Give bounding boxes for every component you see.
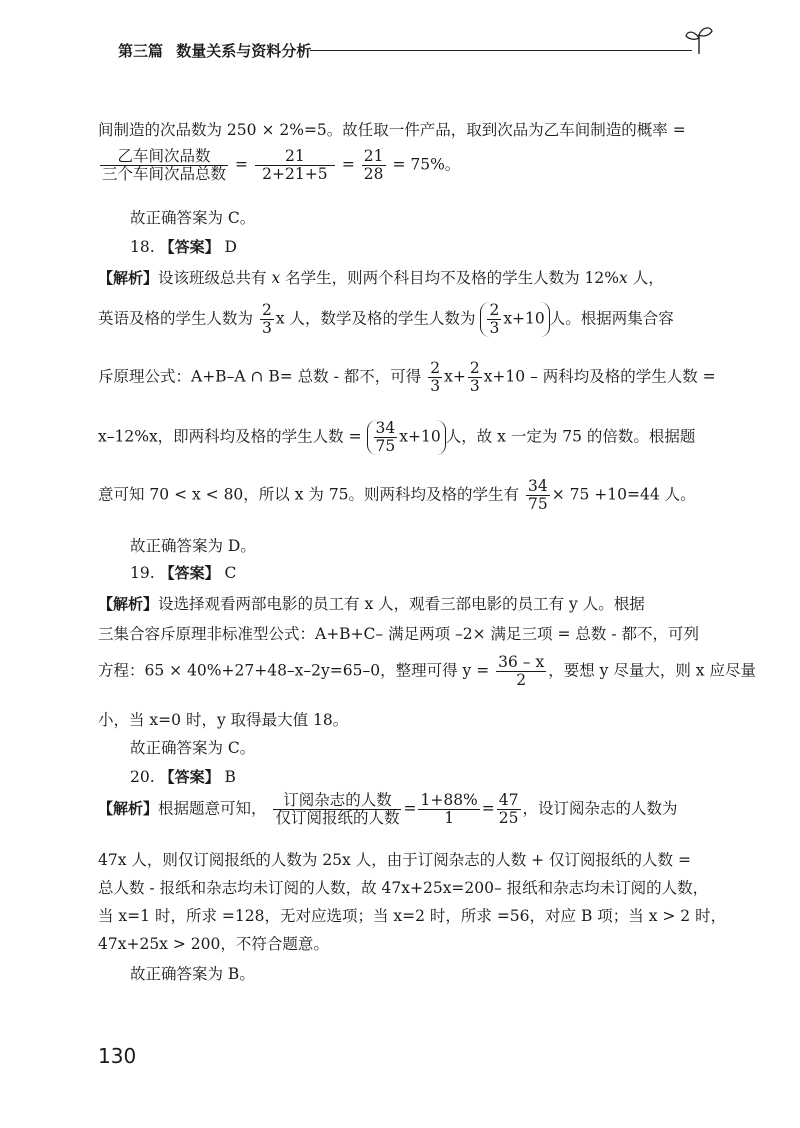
text: 方程：65 × 40%+27+48–x–2y=65–0，整理可得 y =: [98, 661, 490, 680]
frac-num: 2: [261, 301, 272, 319]
q18-line-c: [98, 360, 716, 395]
q19-line-c: [98, 654, 756, 689]
frac-num: 2: [430, 359, 441, 377]
header-rule: [310, 50, 692, 51]
q19-answer: C: [224, 564, 237, 582]
q20-line-c: 总人数 - 报纸和杂志均未订阅的人数，故 47x+25x=200– 报纸和杂志均未订阅的人数，: [98, 879, 709, 897]
q19-line-d: 小，当 x=0 时，y 取得最大值 18。: [98, 711, 349, 729]
q18-line-e: [98, 478, 696, 513]
frac-num: 订阅杂志的人数: [283, 791, 392, 809]
text: x+: [444, 367, 466, 386]
eq: =: [481, 799, 495, 818]
frac-num: 2: [489, 301, 500, 319]
text: 英语及格的学生人数为: [98, 309, 254, 328]
text: 设选择观看两部电影的员工有 x 人，观看三部电影的员工有 y 人。根据: [158, 595, 645, 613]
analysis-tag: 【解析】: [98, 799, 159, 818]
q18-line-b: [98, 302, 674, 337]
frac-den: 3: [469, 377, 480, 396]
frac-den: 3: [261, 319, 272, 338]
frac-num: 34: [527, 477, 548, 495]
frac-num: 36 – x: [498, 653, 545, 671]
answer-tag: 【答案】: [159, 768, 220, 786]
frac-num: 乙车间次品数: [117, 147, 211, 165]
text: 人，: [627, 269, 664, 287]
eq: =: [341, 155, 355, 174]
text: 人，故 x 一定为 75 的倍数。根据题: [445, 427, 696, 446]
page-number: 130: [98, 1044, 137, 1068]
frac-num: 2: [469, 359, 480, 377]
text: ，设订阅杂志的人数为: [522, 799, 678, 818]
q20-line-b: 47x 人，则仅订阅报纸的人数为 25x 人，由于订阅杂志的人数 + 仅订阅报纸的人数 =: [98, 851, 691, 869]
frac-num: 47: [498, 791, 519, 809]
frac-den: 28: [363, 165, 384, 184]
conclusion-line: 故正确答案为 C。: [130, 739, 256, 757]
q20-line-a: [98, 792, 678, 827]
formula-tail: = 75%。: [392, 155, 461, 174]
text: 根据题意可知，: [158, 799, 267, 818]
q18-line-a: [98, 266, 664, 288]
frac-den: 三个车间次品总数: [102, 165, 227, 184]
frac-num: 21: [363, 147, 384, 165]
leaf-sprout-icon: [684, 24, 714, 56]
frac-den: 25: [498, 809, 519, 828]
frac-den: 3: [489, 319, 500, 338]
q18-line-d: [98, 420, 695, 455]
frac-den: 3: [430, 377, 441, 396]
frac-den: 1: [418, 809, 479, 827]
q19-number: 19.: [130, 564, 155, 582]
eq: =: [234, 155, 248, 174]
text: 设该班级总共有: [158, 269, 272, 287]
frac-num: 21: [285, 147, 305, 165]
q20-number: 20.: [130, 768, 155, 786]
header-section: 数量关系与资料分析: [176, 42, 312, 60]
conclusion-line: 故正确答案为 C。: [130, 209, 256, 227]
text: x+10 – 两科均及格的学生人数 =: [483, 367, 716, 386]
q20-answer-line: [130, 766, 236, 787]
frac-den: 2: [496, 671, 546, 689]
text: 人。根据两集合容: [549, 309, 674, 328]
text: x–12%x，即两科均及格的学生人数 =: [98, 427, 362, 446]
q18-number: 18.: [130, 238, 155, 256]
q19-line-a: [98, 592, 645, 614]
analysis-tag: 【解析】: [98, 595, 159, 613]
header-part: 第三篇: [118, 42, 164, 60]
text: x 人，数学及格的学生人数为: [275, 309, 476, 328]
text: 意可知 70 < x < 80，所以 x 为 75。则两科均及格的学生有: [98, 485, 520, 504]
text-line: 间制造的次品数为 250 × 2%=5。故任取一件产品，取到次品为乙车间制造的概率 =: [98, 121, 686, 139]
running-header: [118, 38, 698, 68]
q20-line-d: 当 x=1 时，所求 =128，无对应选项；当 x=2 时，所求 =56，对应 B 项；当 x > 2 时，: [98, 907, 727, 925]
frac-den: 2+21+5: [255, 165, 335, 183]
text: ，要想 y 尽量大，则 x 应尽量: [548, 661, 756, 680]
q19-answer-line: [130, 562, 236, 583]
probability-formula: [98, 148, 460, 183]
q20-answer: B: [224, 768, 236, 786]
eq: =: [403, 799, 417, 818]
frac-num: 34: [375, 419, 396, 437]
q19-line-b: 三集合容斥原理非标准型公式：A+B+C– 满足两项 –2× 满足三项 = 总数 - 都不，可列: [98, 625, 699, 643]
conclusion-line: 故正确答案为 B。: [130, 965, 255, 983]
frac-num: 1+88%: [420, 791, 478, 809]
q18-answer-line: [130, 236, 237, 257]
analysis-tag: 【解析】: [98, 269, 159, 287]
answer-tag: 【答案】: [159, 238, 220, 256]
var-x: x: [619, 269, 628, 287]
header-title: [118, 40, 311, 61]
text: × 75 +10=44 人。: [551, 485, 696, 504]
text: x+10: [503, 309, 545, 328]
conclusion-line: 故正确答案为 D。: [130, 537, 256, 555]
frac-den: 仅订阅报纸的人数: [275, 809, 400, 828]
text: 名学生，则两个科目均不及格的学生人数为 12%: [280, 269, 620, 287]
var-x: x: [271, 269, 281, 287]
q18-answer: D: [224, 238, 237, 256]
frac-den: 75: [527, 495, 548, 514]
q20-line-e: 47x+25x > 200，不符合题意。: [98, 935, 329, 953]
frac-den: 75: [375, 437, 396, 456]
answer-tag: 【答案】: [159, 564, 220, 582]
text: x+10: [399, 427, 441, 446]
text: 斥原理公式：A+B–A ∩ B= 总数 - 都不，可得: [98, 367, 422, 386]
